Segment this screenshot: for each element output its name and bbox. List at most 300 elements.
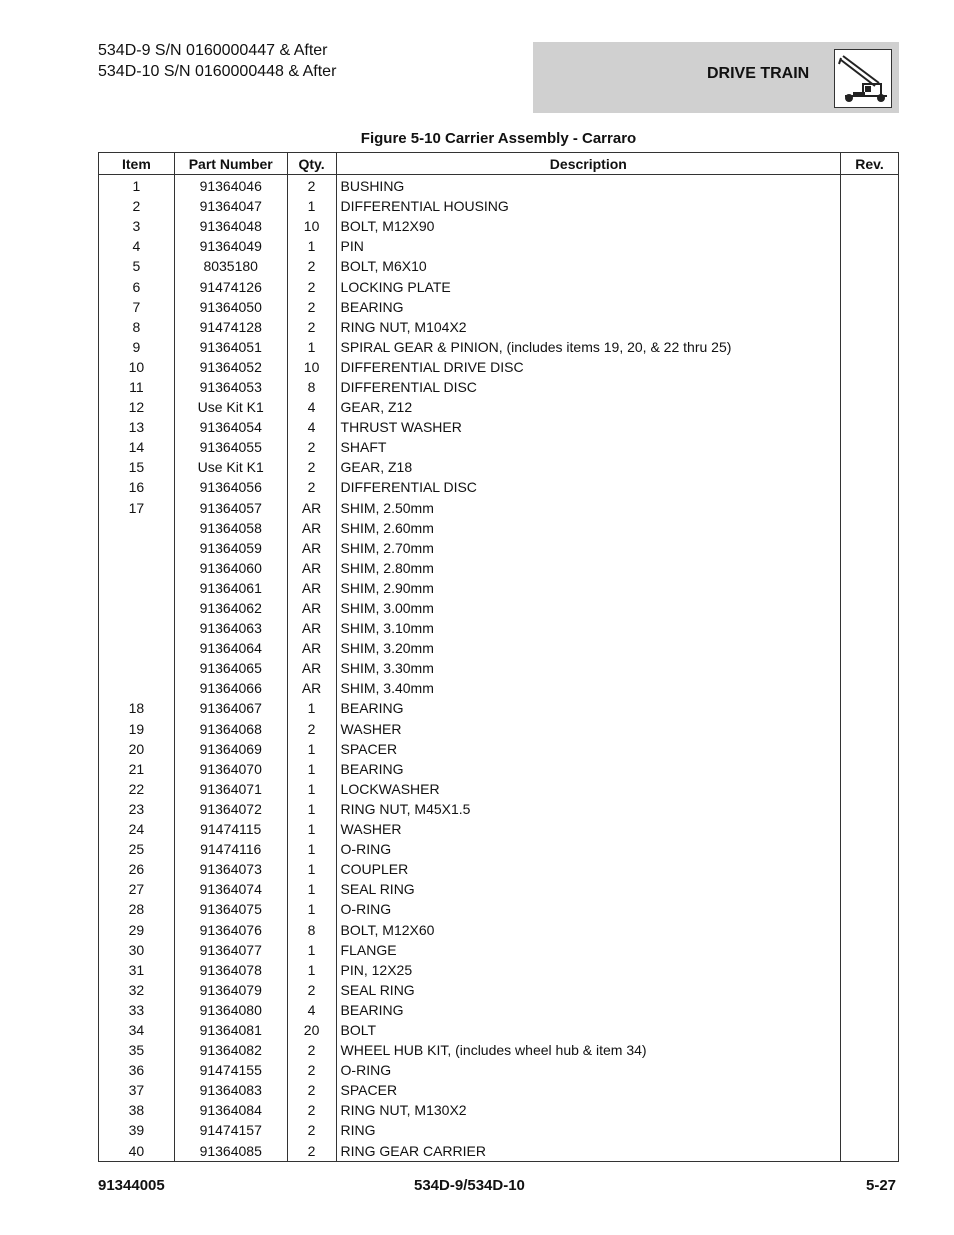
cell-rev bbox=[841, 980, 899, 1000]
cell-item: 4 bbox=[99, 236, 175, 256]
cell-rev bbox=[841, 498, 899, 518]
cell-description: SHIM, 3.40mm bbox=[336, 678, 841, 698]
cell-item: 5 bbox=[99, 256, 175, 276]
table-row bbox=[99, 779, 899, 799]
table-row bbox=[99, 317, 899, 337]
footer-doc-number: 91344005 bbox=[98, 1177, 165, 1194]
cell-part-number: 91364065 bbox=[174, 658, 287, 678]
table-row bbox=[99, 538, 899, 558]
cell-description: DIFFERENTIAL DISC bbox=[336, 377, 841, 397]
cell-rev bbox=[841, 1080, 899, 1100]
cell-qty: AR bbox=[287, 598, 336, 618]
cell-part-number: 91474116 bbox=[174, 839, 287, 859]
cell-item bbox=[99, 598, 175, 618]
cell-qty: 2 bbox=[287, 1120, 336, 1140]
cell-description: RING NUT, M104X2 bbox=[336, 317, 841, 337]
table-row bbox=[99, 236, 899, 256]
cell-rev bbox=[841, 377, 899, 397]
cell-rev bbox=[841, 940, 899, 960]
cell-rev bbox=[841, 899, 899, 919]
cell-rev bbox=[841, 618, 899, 638]
cell-part-number: 91474155 bbox=[174, 1060, 287, 1080]
table-row bbox=[99, 819, 899, 839]
cell-qty: AR bbox=[287, 558, 336, 578]
cell-rev bbox=[841, 216, 899, 236]
cell-part-number: 91364070 bbox=[174, 759, 287, 779]
cell-rev bbox=[841, 538, 899, 558]
table-row bbox=[99, 859, 899, 879]
cell-item: 11 bbox=[99, 377, 175, 397]
cell-qty: 8 bbox=[287, 377, 336, 397]
cell-qty: AR bbox=[287, 538, 336, 558]
cell-description: BEARING bbox=[336, 759, 841, 779]
section-banner bbox=[533, 42, 899, 113]
cell-part-number: 91364081 bbox=[174, 1020, 287, 1040]
cell-item bbox=[99, 558, 175, 578]
cell-item bbox=[99, 658, 175, 678]
cell-rev bbox=[841, 417, 899, 437]
table-row bbox=[99, 377, 899, 397]
cell-item: 27 bbox=[99, 879, 175, 899]
cell-part-number: 91364083 bbox=[174, 1080, 287, 1100]
cell-rev bbox=[841, 337, 899, 357]
cell-rev bbox=[841, 698, 899, 718]
cell-description: BEARING bbox=[336, 698, 841, 718]
cell-rev bbox=[841, 558, 899, 578]
table-row bbox=[99, 357, 899, 377]
table-row bbox=[99, 799, 899, 819]
cell-description: SHIM, 2.80mm bbox=[336, 558, 841, 578]
cell-qty: 20 bbox=[287, 1020, 336, 1040]
cell-qty: 2 bbox=[287, 175, 336, 197]
cell-qty: 2 bbox=[287, 276, 336, 296]
cell-part-number: 91364062 bbox=[174, 598, 287, 618]
cell-description: DIFFERENTIAL HOUSING bbox=[336, 196, 841, 216]
cell-part-number: 91364068 bbox=[174, 719, 287, 739]
cell-item bbox=[99, 678, 175, 698]
table-row bbox=[99, 457, 899, 477]
cell-item: 30 bbox=[99, 940, 175, 960]
col-header-rev: Rev. bbox=[841, 153, 899, 175]
cell-rev bbox=[841, 678, 899, 698]
table-row bbox=[99, 598, 899, 618]
cell-description: COUPLER bbox=[336, 859, 841, 879]
table-row bbox=[99, 899, 899, 919]
cell-item: 33 bbox=[99, 1000, 175, 1020]
cell-part-number: 91364071 bbox=[174, 779, 287, 799]
cell-qty: 10 bbox=[287, 357, 336, 377]
cell-part-number: 91364046 bbox=[174, 175, 287, 197]
cell-item: 39 bbox=[99, 1120, 175, 1140]
cell-qty: 8 bbox=[287, 919, 336, 939]
cell-description: BEARING bbox=[336, 1000, 841, 1020]
cell-part-number: 91364077 bbox=[174, 940, 287, 960]
cell-description: PIN bbox=[336, 236, 841, 256]
cell-part-number: 91364049 bbox=[174, 236, 287, 256]
cell-rev bbox=[841, 256, 899, 276]
cell-qty: AR bbox=[287, 658, 336, 678]
figure-title: Figure 5-10 Carrier Assembly - Carraro bbox=[360, 130, 637, 147]
table-row bbox=[99, 618, 899, 638]
cell-description: RING GEAR CARRIER bbox=[336, 1141, 841, 1162]
cell-item: 28 bbox=[99, 899, 175, 919]
table-row bbox=[99, 1020, 899, 1040]
cell-description: DIFFERENTIAL DRIVE DISC bbox=[336, 357, 841, 377]
cell-qty: AR bbox=[287, 498, 336, 518]
cell-description: WASHER bbox=[336, 719, 841, 739]
cell-description: SHAFT bbox=[336, 437, 841, 457]
table-row bbox=[99, 276, 899, 296]
cell-description: SHIM, 3.30mm bbox=[336, 658, 841, 678]
cell-part-number: 91364063 bbox=[174, 618, 287, 638]
cell-qty: AR bbox=[287, 618, 336, 638]
cell-item: 9 bbox=[99, 337, 175, 357]
cell-qty: 1 bbox=[287, 819, 336, 839]
cell-part-number: 91364059 bbox=[174, 538, 287, 558]
cell-qty: 1 bbox=[287, 337, 336, 357]
cell-description: O-RING bbox=[336, 899, 841, 919]
cell-item: 21 bbox=[99, 759, 175, 779]
cell-qty: 1 bbox=[287, 899, 336, 919]
cell-item bbox=[99, 538, 175, 558]
cell-qty: AR bbox=[287, 678, 336, 698]
cell-part-number: 91364069 bbox=[174, 739, 287, 759]
cell-qty: 1 bbox=[287, 799, 336, 819]
cell-rev bbox=[841, 297, 899, 317]
table-row bbox=[99, 297, 899, 317]
cell-item: 16 bbox=[99, 477, 175, 497]
table-row bbox=[99, 256, 899, 276]
col-header-item: Item bbox=[99, 153, 175, 175]
model-header bbox=[98, 40, 336, 82]
cell-qty: 1 bbox=[287, 196, 336, 216]
cell-part-number: 91364048 bbox=[174, 216, 287, 236]
cell-item: 1 bbox=[99, 175, 175, 197]
cell-rev bbox=[841, 819, 899, 839]
table-row bbox=[99, 1120, 899, 1140]
cell-description: SHIM, 3.20mm bbox=[336, 638, 841, 658]
cell-part-number: 91364066 bbox=[174, 678, 287, 698]
cell-part-number: 91364064 bbox=[174, 638, 287, 658]
cell-item: 32 bbox=[99, 980, 175, 1000]
cell-rev bbox=[841, 879, 899, 899]
table-row bbox=[99, 719, 899, 739]
table-row bbox=[99, 940, 899, 960]
model-line-1: 534D-9 S/N 0160000447 & After bbox=[98, 42, 328, 59]
col-header-part-number: Part Number bbox=[174, 153, 287, 175]
cell-description: RING bbox=[336, 1120, 841, 1140]
table-row bbox=[99, 518, 899, 538]
cell-part-number: 91364067 bbox=[174, 698, 287, 718]
table-row bbox=[99, 1100, 899, 1120]
cell-qty: 2 bbox=[287, 477, 336, 497]
cell-qty: 2 bbox=[287, 437, 336, 457]
cell-rev bbox=[841, 1020, 899, 1040]
cell-description: BOLT, M12X90 bbox=[336, 216, 841, 236]
cell-rev bbox=[841, 1060, 899, 1080]
cell-qty: 10 bbox=[287, 216, 336, 236]
cell-qty: 2 bbox=[287, 1141, 336, 1162]
cell-description: LOCKING PLATE bbox=[336, 276, 841, 296]
table-row bbox=[99, 337, 899, 357]
cell-qty: 1 bbox=[287, 960, 336, 980]
table-row bbox=[99, 1000, 899, 1020]
cell-qty: 1 bbox=[287, 759, 336, 779]
cell-part-number: 91364058 bbox=[174, 518, 287, 538]
cell-part-number: Use Kit K1 bbox=[174, 457, 287, 477]
cell-rev bbox=[841, 236, 899, 256]
cell-description: SPIRAL GEAR & PINION, (includes items 19, 20, & 22 thru 25) bbox=[336, 337, 841, 357]
cell-rev bbox=[841, 1040, 899, 1060]
cell-rev bbox=[841, 598, 899, 618]
table-row bbox=[99, 397, 899, 417]
cell-item: 26 bbox=[99, 859, 175, 879]
cell-description: RING NUT, M130X2 bbox=[336, 1100, 841, 1120]
cell-rev bbox=[841, 658, 899, 678]
cell-description: BOLT bbox=[336, 1020, 841, 1040]
cell-qty: 1 bbox=[287, 779, 336, 799]
table-row bbox=[99, 578, 899, 598]
table-row bbox=[99, 759, 899, 779]
table-row bbox=[99, 216, 899, 236]
cell-part-number: Use Kit K1 bbox=[174, 397, 287, 417]
cell-rev bbox=[841, 175, 899, 197]
cell-part-number: 91364072 bbox=[174, 799, 287, 819]
table-row bbox=[99, 477, 899, 497]
cell-item: 12 bbox=[99, 397, 175, 417]
cell-item: 8 bbox=[99, 317, 175, 337]
cell-part-number: 91364053 bbox=[174, 377, 287, 397]
cell-qty: AR bbox=[287, 578, 336, 598]
cell-qty: 1 bbox=[287, 879, 336, 899]
cell-part-number: 91364080 bbox=[174, 1000, 287, 1020]
cell-part-number: 91364060 bbox=[174, 558, 287, 578]
table-row bbox=[99, 196, 899, 216]
col-header-qty: Qty. bbox=[287, 153, 336, 175]
cell-item: 13 bbox=[99, 417, 175, 437]
cell-item: 34 bbox=[99, 1020, 175, 1040]
cell-qty: AR bbox=[287, 518, 336, 538]
cell-qty: 2 bbox=[287, 1080, 336, 1100]
cell-part-number: 91364079 bbox=[174, 980, 287, 1000]
cell-rev bbox=[841, 457, 899, 477]
cell-part-number: 91364085 bbox=[174, 1141, 287, 1162]
cell-qty: 1 bbox=[287, 859, 336, 879]
cell-description: THRUST WASHER bbox=[336, 417, 841, 437]
table-row bbox=[99, 980, 899, 1000]
cell-qty: 2 bbox=[287, 719, 336, 739]
cell-item: 18 bbox=[99, 698, 175, 718]
cell-part-number: 91364054 bbox=[174, 417, 287, 437]
cell-part-number: 91364076 bbox=[174, 919, 287, 939]
cell-part-number: 91364061 bbox=[174, 578, 287, 598]
cell-rev bbox=[841, 859, 899, 879]
cell-rev bbox=[841, 1141, 899, 1162]
cell-item: 17 bbox=[99, 498, 175, 518]
cell-qty: 4 bbox=[287, 1000, 336, 1020]
telehandler-icon bbox=[834, 49, 892, 108]
cell-qty: 1 bbox=[287, 839, 336, 859]
cell-item: 24 bbox=[99, 819, 175, 839]
parts-table bbox=[98, 152, 899, 1162]
cell-part-number: 91364073 bbox=[174, 859, 287, 879]
table-row bbox=[99, 658, 899, 678]
cell-description: SHIM, 2.60mm bbox=[336, 518, 841, 538]
cell-item: 22 bbox=[99, 779, 175, 799]
cell-item: 29 bbox=[99, 919, 175, 939]
cell-qty: 1 bbox=[287, 940, 336, 960]
cell-rev bbox=[841, 1100, 899, 1120]
cell-rev bbox=[841, 799, 899, 819]
cell-rev bbox=[841, 919, 899, 939]
table-row bbox=[99, 739, 899, 759]
cell-item: 19 bbox=[99, 719, 175, 739]
table-row bbox=[99, 558, 899, 578]
cell-description: RING NUT, M45X1.5 bbox=[336, 799, 841, 819]
cell-part-number: 91364055 bbox=[174, 437, 287, 457]
cell-rev bbox=[841, 357, 899, 377]
cell-part-number: 91364056 bbox=[174, 477, 287, 497]
cell-qty: 4 bbox=[287, 417, 336, 437]
cell-qty: 2 bbox=[287, 1100, 336, 1120]
cell-item bbox=[99, 618, 175, 638]
cell-item: 38 bbox=[99, 1100, 175, 1120]
cell-item: 6 bbox=[99, 276, 175, 296]
cell-part-number: 91474157 bbox=[174, 1120, 287, 1140]
cell-rev bbox=[841, 638, 899, 658]
cell-description: BOLT, M6X10 bbox=[336, 256, 841, 276]
cell-rev bbox=[841, 196, 899, 216]
cell-description: O-RING bbox=[336, 839, 841, 859]
cell-description: SHIM, 2.50mm bbox=[336, 498, 841, 518]
cell-item: 7 bbox=[99, 297, 175, 317]
cell-part-number: 91364074 bbox=[174, 879, 287, 899]
cell-rev bbox=[841, 518, 899, 538]
section-title: DRIVE TRAIN bbox=[707, 65, 810, 82]
table-row bbox=[99, 1080, 899, 1100]
footer-page-number: 5-27 bbox=[866, 1177, 897, 1194]
cell-rev bbox=[841, 759, 899, 779]
cell-qty: 1 bbox=[287, 698, 336, 718]
cell-part-number: 91364078 bbox=[174, 960, 287, 980]
cell-part-number: 91364057 bbox=[174, 498, 287, 518]
cell-part-number: 91364050 bbox=[174, 297, 287, 317]
table-header-row bbox=[99, 153, 899, 175]
table-row bbox=[99, 960, 899, 980]
cell-item: 31 bbox=[99, 960, 175, 980]
model-line-2: 534D-10 S/N 0160000448 & After bbox=[98, 63, 337, 80]
table-row bbox=[99, 1141, 899, 1162]
cell-description: WHEEL HUB KIT, (includes wheel hub & item 34) bbox=[336, 1040, 841, 1060]
cell-part-number: 91364075 bbox=[174, 899, 287, 919]
col-header-description: Description bbox=[336, 153, 841, 175]
cell-description: WASHER bbox=[336, 819, 841, 839]
cell-part-number: 91364084 bbox=[174, 1100, 287, 1120]
cell-part-number: 91474126 bbox=[174, 276, 287, 296]
table-row bbox=[99, 678, 899, 698]
footer-model: 534D-9/534D-10 bbox=[414, 1177, 525, 1194]
cell-rev bbox=[841, 1120, 899, 1140]
table-row bbox=[99, 417, 899, 437]
cell-rev bbox=[841, 578, 899, 598]
cell-description: O-RING bbox=[336, 1060, 841, 1080]
table-row bbox=[99, 175, 899, 197]
cell-qty: 1 bbox=[287, 739, 336, 759]
cell-item: 10 bbox=[99, 357, 175, 377]
cell-item: 2 bbox=[99, 196, 175, 216]
cell-part-number: 8035180 bbox=[174, 256, 287, 276]
cell-description: SEAL RING bbox=[336, 879, 841, 899]
cell-rev bbox=[841, 779, 899, 799]
cell-qty: 2 bbox=[287, 256, 336, 276]
cell-item: 15 bbox=[99, 457, 175, 477]
cell-description: SEAL RING bbox=[336, 980, 841, 1000]
cell-item: 40 bbox=[99, 1141, 175, 1162]
cell-description: BUSHING bbox=[336, 175, 841, 197]
cell-rev bbox=[841, 317, 899, 337]
table-row bbox=[99, 919, 899, 939]
cell-item: 3 bbox=[99, 216, 175, 236]
cell-part-number: 91364047 bbox=[174, 196, 287, 216]
cell-part-number: 91474128 bbox=[174, 317, 287, 337]
cell-part-number: 91474115 bbox=[174, 819, 287, 839]
cell-item bbox=[99, 518, 175, 538]
cell-part-number: 91364082 bbox=[174, 1040, 287, 1060]
cell-description: SPACER bbox=[336, 739, 841, 759]
cell-qty: 2 bbox=[287, 457, 336, 477]
table-row bbox=[99, 498, 899, 518]
table-row bbox=[99, 437, 899, 457]
cell-qty: AR bbox=[287, 638, 336, 658]
cell-rev bbox=[841, 739, 899, 759]
cell-description: DIFFERENTIAL DISC bbox=[336, 477, 841, 497]
cell-item: 25 bbox=[99, 839, 175, 859]
cell-item: 14 bbox=[99, 437, 175, 457]
cell-qty: 4 bbox=[287, 397, 336, 417]
parts-table-body bbox=[99, 175, 899, 1162]
cell-rev bbox=[841, 397, 899, 417]
cell-qty: 2 bbox=[287, 980, 336, 1000]
cell-item bbox=[99, 578, 175, 598]
cell-item: 20 bbox=[99, 739, 175, 759]
cell-description: LOCKWASHER bbox=[336, 779, 841, 799]
cell-qty: 2 bbox=[287, 317, 336, 337]
table-row bbox=[99, 879, 899, 899]
cell-part-number: 91364051 bbox=[174, 337, 287, 357]
cell-rev bbox=[841, 839, 899, 859]
table-row bbox=[99, 1060, 899, 1080]
cell-rev bbox=[841, 1000, 899, 1020]
cell-description: SPACER bbox=[336, 1080, 841, 1100]
cell-item: 35 bbox=[99, 1040, 175, 1060]
cell-description: GEAR, Z18 bbox=[336, 457, 841, 477]
cell-item: 37 bbox=[99, 1080, 175, 1100]
cell-qty: 2 bbox=[287, 297, 336, 317]
cell-qty: 1 bbox=[287, 236, 336, 256]
cell-description: SHIM, 2.70mm bbox=[336, 538, 841, 558]
cell-description: BEARING bbox=[336, 297, 841, 317]
table-row bbox=[99, 698, 899, 718]
cell-qty: 2 bbox=[287, 1060, 336, 1080]
cell-qty: 2 bbox=[287, 1040, 336, 1060]
table-row bbox=[99, 839, 899, 859]
cell-item bbox=[99, 638, 175, 658]
cell-description: BOLT, M12X60 bbox=[336, 919, 841, 939]
cell-description: GEAR, Z12 bbox=[336, 397, 841, 417]
table-row bbox=[99, 638, 899, 658]
cell-description: SHIM, 3.00mm bbox=[336, 598, 841, 618]
cell-rev bbox=[841, 276, 899, 296]
